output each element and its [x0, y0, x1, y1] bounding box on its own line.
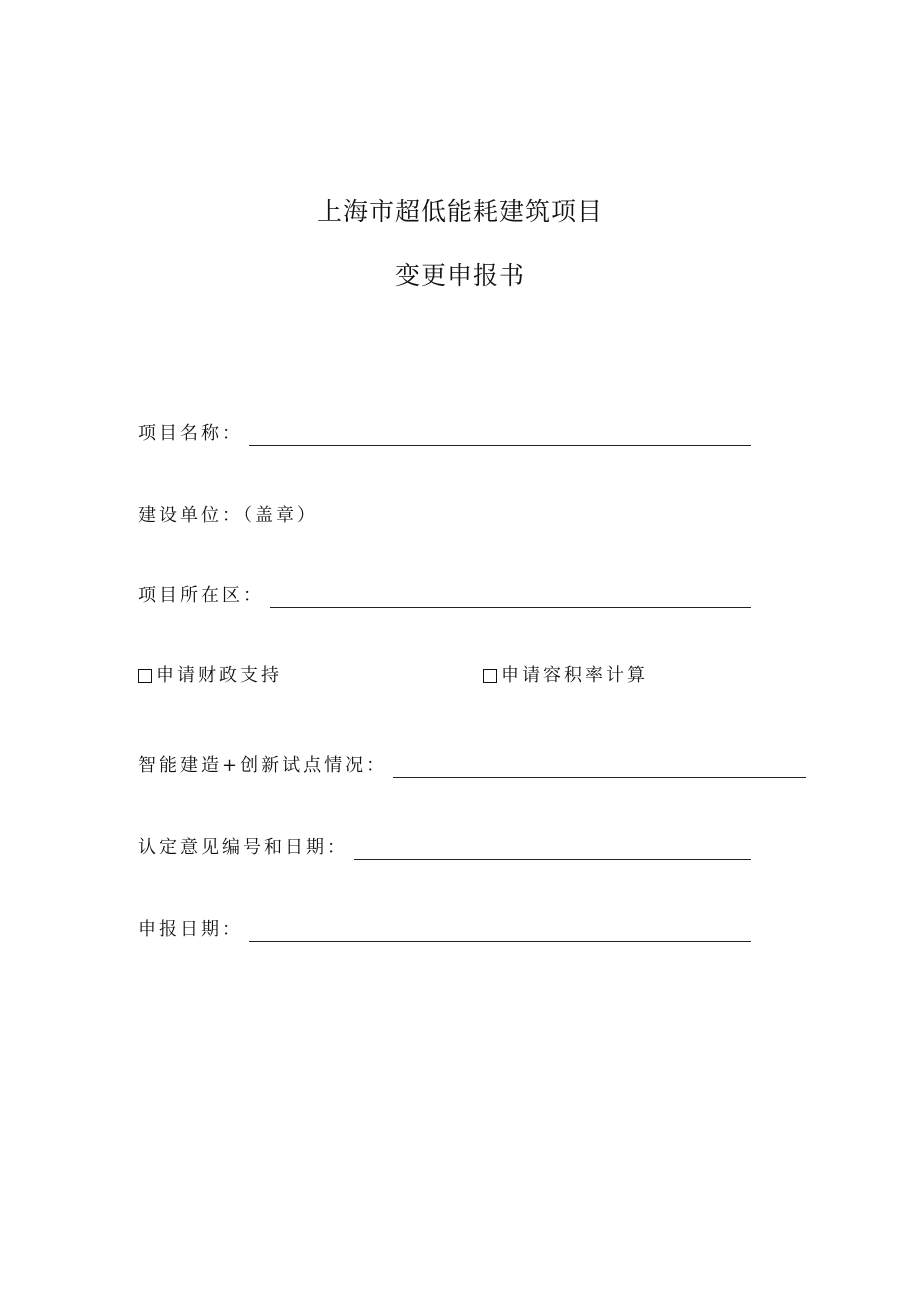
- smart-construction-field[interactable]: [393, 755, 806, 778]
- construction-unit-row: [138, 498, 751, 528]
- smart-construction-label: 智能建造+创新试点情况：: [138, 755, 388, 776]
- project-name-field[interactable]: [249, 423, 751, 446]
- smart-construction-row: [116, 748, 806, 778]
- construction-unit-label: 建设单位：（盖章）: [138, 505, 318, 526]
- project-name-label: 项目名称：: [138, 423, 243, 444]
- certification-field[interactable]: [354, 837, 751, 860]
- certification-row: [138, 830, 751, 860]
- declaration-date-label: 申报日期：: [138, 919, 243, 940]
- project-name-row: [138, 416, 751, 446]
- financial-support-label: 申请财政支持: [156, 665, 282, 686]
- document-title-line2: 变更申报书: [394, 261, 525, 290]
- declaration-date-row: [138, 912, 751, 942]
- financial-support-checkbox[interactable]: [138, 669, 152, 683]
- application-options-row: [138, 662, 751, 692]
- document-title-line1: 上海市超低能耗建筑项目: [316, 197, 603, 226]
- plot-ratio-option[interactable]: [483, 664, 648, 688]
- certification-label: 认定意见编号和日期：: [138, 837, 348, 858]
- plot-ratio-checkbox[interactable]: [483, 669, 497, 683]
- district-label: 项目所在区：: [138, 585, 264, 606]
- financial-support-option[interactable]: [138, 664, 282, 688]
- district-row: [138, 578, 751, 608]
- declaration-date-field[interactable]: [249, 919, 751, 942]
- district-field[interactable]: [270, 585, 751, 608]
- plot-ratio-label: 申请容积率计算: [501, 665, 648, 686]
